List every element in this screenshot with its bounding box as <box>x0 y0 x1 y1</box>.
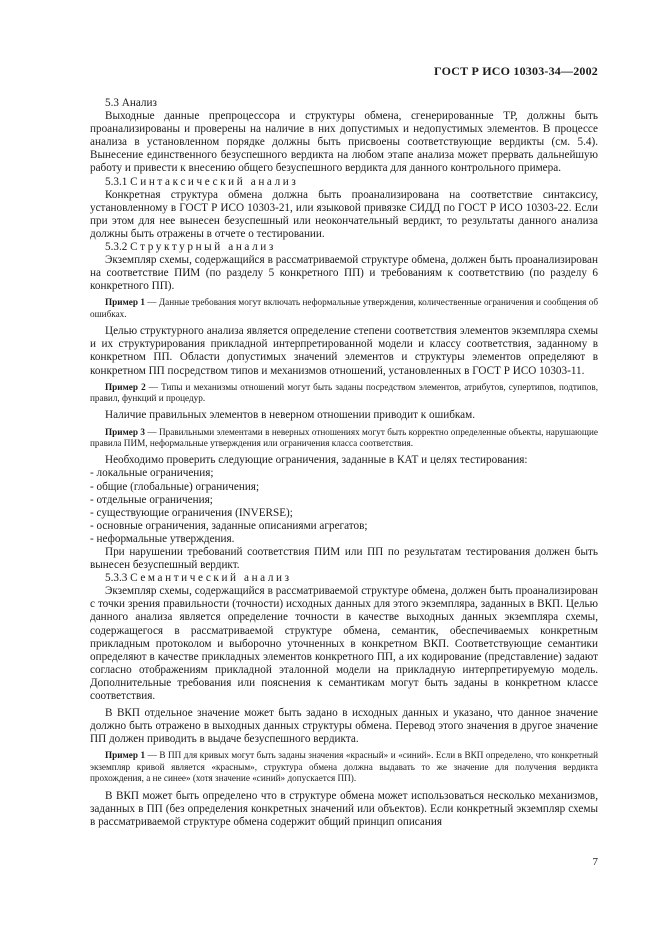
section-5-3-3-heading <box>90 572 598 585</box>
section-5-3-1-paragraph: Конкретная структура обмена должна быть проанализирована на соответствие синтаксису, установленному в ГОСТ Р ИСО 10303-21, или языковой привязке СИДД по ГОСТ Р ИСО 10303-22. Если при этом для нее вынесен безуспешный или неокончательный вердикт, то результаты данного анализа должны быть отражены в отчете о тестировании. <box>90 188 598 240</box>
section-5-3-2-paragraph-3: Наличие правильных элементов в неверном отношении приводит к ошибкам. <box>105 409 476 422</box>
example-note-3 <box>90 427 598 450</box>
section-number: 5.3.1 <box>105 175 128 188</box>
section-title: Структурный анализ <box>130 241 276 254</box>
example-text: — Типы и механизмы отношений могут быть заданы посредством элементов, атрибутов, супертипов, подтипов, правил, функций и процедур. <box>90 381 598 403</box>
example-label: Пример 3 <box>105 426 145 437</box>
list-item: - общие (глобальные) ограничения; <box>90 480 260 493</box>
example-note-4 <box>90 750 598 784</box>
section-number: 5.3.3 <box>105 572 128 585</box>
section-5-3-3-paragraph-3: В ВКП может быть определено что в структуре обмена может использоваться несколько механизмов, заданных в ПП (без определения конкретных значений или объектов). Если конкретный экземпляр схемы в рассматриваемой структуре обмена содержит общий принцип описания <box>90 789 598 828</box>
example-label: Пример 1 <box>105 297 145 308</box>
document-header: ГОСТ Р ИСО 10303-34—2002 <box>434 64 598 78</box>
example-note-1 <box>90 297 598 320</box>
section-5-3-3-paragraph-1: Экземпляр схемы, содержащийся в рассматриваемой структуре обмена, должен быть проанализирован с точки зрения правильности (точности) исходных данных для этого экземпляра, заданных в ВКП. Целью данного анализа является определение точности в качестве выходных данных экземпляра схемы, содержащегося в рассматриваемой структуре обмена, семантик, обеспечиваемых конкретным прикладным протоколом и выборочно уточненных в конкретном ВКП. Соответствующие семантики определяют в качестве прикладных элементов конкретного ПП, а их кодирование (представление) задают согласно отображениям прикладной эталонной модели на прикладную интерпретируемую модель. Дополнительные требования или пояснения к семантикам могут быть заданы в конкретном классе соответствия. <box>90 585 598 702</box>
example-label: Пример 1 <box>105 750 146 761</box>
section-5-3-2-paragraph-4: Необходимо проверить следующие ограничения, заданные в КАТ и целях тестирования: <box>105 454 528 467</box>
page-number: 7 <box>592 856 598 868</box>
section-5-3-2-paragraph-1: Экземпляр схемы, содержащийся в рассматриваемой структуре обмена, должен быть проанализирован на соответствие ПИМ (по разделу 5 конкретного ПП) и требованиям к соответствию (по разделу 6 конкретного ПП). <box>90 254 598 293</box>
section-number: 5.3.2 <box>105 241 128 254</box>
section-5-3-2-heading <box>90 241 598 254</box>
section-5-3-1-heading <box>90 176 598 189</box>
list-item: - неформальные утверждения. <box>90 532 235 545</box>
example-text: — Данные требования могут включать неформальные утверждения, количественные ограничения и сообщения об ошибках. <box>90 297 598 319</box>
section-title: Семантический анализ <box>130 572 292 585</box>
list-item: - локальные ограничения; <box>90 467 214 480</box>
constraints-list <box>90 467 598 546</box>
section-5-3-2-paragraph-5: При нарушении требований соответствия ПИМ или ПП по результатам тестирования должен быть вынесен безуспешный вердикт. <box>90 545 598 572</box>
example-text: — Правильными элементами в неверных отношениях могут быть корректно определенные объекты, нарушающие правила ПИМ, неформальные утверждения или ограничения класса соответствия. <box>90 426 598 448</box>
list-item: - основные ограничения, заданные описаниями агрегатов; <box>90 519 368 532</box>
section-5-3-2-paragraph-2: Целью структурного анализа является определение степени соответствия элементов экземпляра схемы и их структурирования прикладной интерпретированной модели и классу соответствия, заданному в конкретном ПП. Области допустимых значений элементов и структуры элементов определяют в конкретном ПП посредством типов и механизмов отношений, установленных в ГОСТ Р ИСО 10303-11. <box>90 325 598 377</box>
section-title: Синтаксический анализ <box>130 175 299 188</box>
example-note-2 <box>90 382 598 405</box>
section-5-3-title: 5.3 Анализ <box>105 97 157 109</box>
document-body <box>90 97 598 829</box>
section-5-3-3-paragraph-2: В ВКП отдельное значение может быть задано в исходных данных и указано, что данное значение должно быть отражено в выходных данных структуры обмена. Перевод этого значения в другое значение ПП должен приводить в выдаче безуспешного вердикта. <box>90 707 598 746</box>
list-item: - отдельные ограничения; <box>90 493 213 506</box>
example-text: — В ПП для кривых могут быть заданы значения «красный» и «синий». Если в ВКП определено, что конкретный экземпляр кривой является «красным», структура обмена должна выдавать то же значение для получения вердикта прохождения, а не синее» (хотя значение «синий» допускается ПП). <box>90 750 598 784</box>
example-label: Пример 2 <box>105 381 146 392</box>
list-item: - существующие ограничения (INVERSE); <box>90 506 293 519</box>
section-5-3-paragraph: Выходные данные препроцессора и структуры обмена, сгенерированные ТР, должны быть проанализированы и проверены на наличие в них допустимых и недопустимых элементов. В процессе анализа в установленном порядке должны быть присвоены соответствующие вердикты (см. 5.4). Вынесение единственного безуспешного вердикта на любом этапе анализа может прервать дальнейшую работу и привести к внесению общего безуспешного вердикта для данного контрольного примера. <box>90 110 598 175</box>
